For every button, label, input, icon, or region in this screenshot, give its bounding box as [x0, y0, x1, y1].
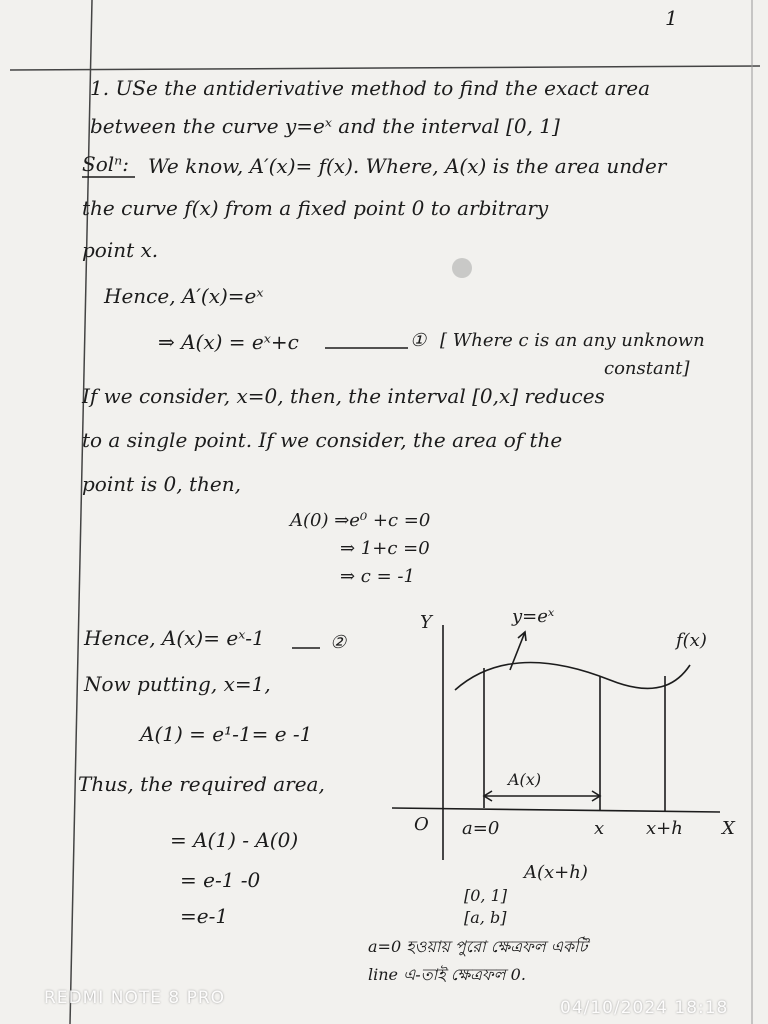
a0-label: a=0 — [462, 818, 500, 839]
exp-curve — [455, 663, 690, 691]
consider-line-3: point is 0, then, — [82, 472, 241, 496]
result-line-3: =e-1 — [180, 904, 229, 928]
top-margin-line — [10, 66, 760, 70]
camera-watermark-device: REDMI NOTE 8 PRO — [44, 988, 226, 1008]
result-line-2: = e-1 -0 — [180, 868, 261, 892]
a0-step-3: ⇒ c = -1 — [340, 566, 415, 587]
ax-label: A(x) — [508, 770, 542, 789]
page-number: 1 — [665, 6, 678, 30]
x-axis-label: X — [722, 818, 735, 839]
curve-label: y=eˣ — [512, 606, 555, 627]
solution-label: Solⁿ: — [82, 152, 129, 176]
problem-line-1: 1. USe the antiderivative method to find the exact area — [90, 76, 651, 100]
where-c-note: [ Where c is an any unknown — [440, 330, 705, 351]
thus-line: Thus, the required area, — [78, 772, 325, 796]
eq2-tag: ② — [330, 632, 347, 653]
eq1-tag: ① — [410, 330, 427, 351]
solution-line-1: We know, A′(x)= f(x). Where, A(x) is the area under — [148, 154, 667, 178]
a0-step-2: ⇒ 1+c =0 — [340, 538, 430, 559]
x-tick-label: x — [594, 818, 605, 839]
curve-pointer — [510, 632, 525, 670]
problem-line-2: between the curve y=eˣ and the interval [0, 1] — [90, 114, 560, 138]
camera-watermark-timestamp: 04/10/2024 18:18 — [560, 998, 729, 1018]
y-axis-label: Y — [420, 612, 432, 633]
bengali-note-1: a=0 হওয়ায় পুরো ক্ষেত্রফল একটি — [368, 937, 588, 956]
now-putting: Now putting, x=1, — [84, 672, 271, 696]
solution-line-2: the curve f(x) from a fixed point 0 to arbitrary — [82, 196, 549, 220]
bengali-note-2: line এ-তাই ক্ষেত্রফল 0. — [368, 965, 526, 984]
solution-line-3: point x. — [82, 238, 159, 262]
hence-area-fn: Hence, A(x)= eˣ-1 — [84, 626, 265, 650]
interval-note-2: [a, b] — [464, 908, 507, 927]
consider-line-2: to a single point. If we consider, the area of the — [82, 428, 563, 452]
antiderivative-eq: ⇒ A(x) = eˣ+c — [158, 330, 299, 354]
consider-line-1: If we consider, x=0, then, the interval [0,x] reduces — [82, 384, 605, 408]
interval-note-1: [0, 1] — [464, 886, 508, 905]
a1-value: A(1) = e¹-1= e -1 — [140, 722, 313, 746]
origin-label: O — [414, 814, 429, 835]
constant-note: constant] — [604, 358, 690, 379]
hence-derivative: Hence, A′(x)=eˣ — [104, 284, 264, 308]
xh-tick-label: x+h — [646, 818, 683, 839]
x-axis-line — [392, 808, 720, 812]
ink-stain — [452, 258, 472, 278]
result-line-1: = A(1) - A(0) — [170, 828, 299, 852]
fx-label: f(x) — [676, 630, 707, 651]
a0-step-1: A(0) ⇒e⁰ +c =0 — [290, 510, 431, 531]
axh-label: A(x+h) — [524, 862, 588, 883]
